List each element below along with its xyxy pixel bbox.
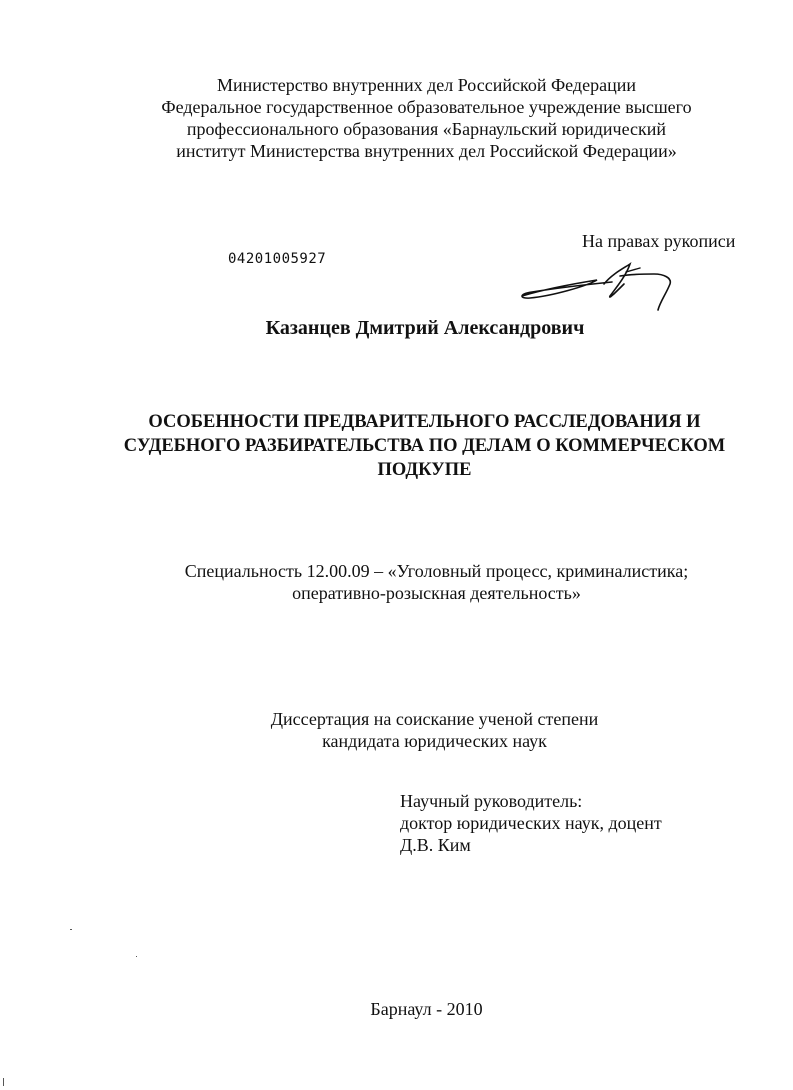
handwritten-signature xyxy=(512,262,687,314)
dissertation-title xyxy=(28,410,793,482)
specialty-line: Специальность 12.00.09 – «Уголовный процесс, криминалистика; xyxy=(184,561,689,581)
supervisor-degree: доктор юридических наук, доцент xyxy=(400,813,662,833)
scan-speck xyxy=(70,929,72,930)
title-line: ПОДКУПЕ xyxy=(377,460,472,480)
title-line: СУДЕБНОГО РАЗБИРАТЕЛЬСТВА ПО ДЕЛАМ О КОММЕРЧЕСКОМ xyxy=(123,436,726,456)
institution-line: Федеральное государственное образовательное учреждение высшего xyxy=(161,97,692,117)
scan-speck xyxy=(3,1078,4,1086)
degree-line: кандидата юридических наук xyxy=(322,731,547,751)
manuscript-note: На правах рукописи xyxy=(582,231,736,251)
degree-statement xyxy=(38,708,793,752)
institution-line: институт Министерства внутренних дел Российской Федерации» xyxy=(176,141,677,161)
institution-line: Министерство внутренних дел Российской Федерации xyxy=(217,75,636,95)
registration-code: 04201005927 xyxy=(228,251,327,267)
supervisor-block xyxy=(400,790,662,856)
institution-line: профессионального образования «Барнаульский юридический xyxy=(186,119,667,139)
author-name: Казанцев Дмитрий Александрович xyxy=(265,317,585,339)
scan-speck xyxy=(136,956,137,957)
specialty-text xyxy=(40,560,793,604)
specialty-line: оперативно-розыскная деятельность» xyxy=(292,583,581,603)
supervisor-label: Научный руководитель: xyxy=(400,791,583,811)
degree-line: Диссертация на соискание ученой степени xyxy=(270,709,599,729)
institution-header xyxy=(30,74,793,162)
supervisor-name: Д.В. Ким xyxy=(400,835,471,855)
city-year: Барнаул - 2010 xyxy=(370,999,483,1019)
title-line: ОСОБЕННОСТИ ПРЕДВАРИТЕЛЬНОГО РАССЛЕДОВАНИЯ И xyxy=(148,412,701,432)
